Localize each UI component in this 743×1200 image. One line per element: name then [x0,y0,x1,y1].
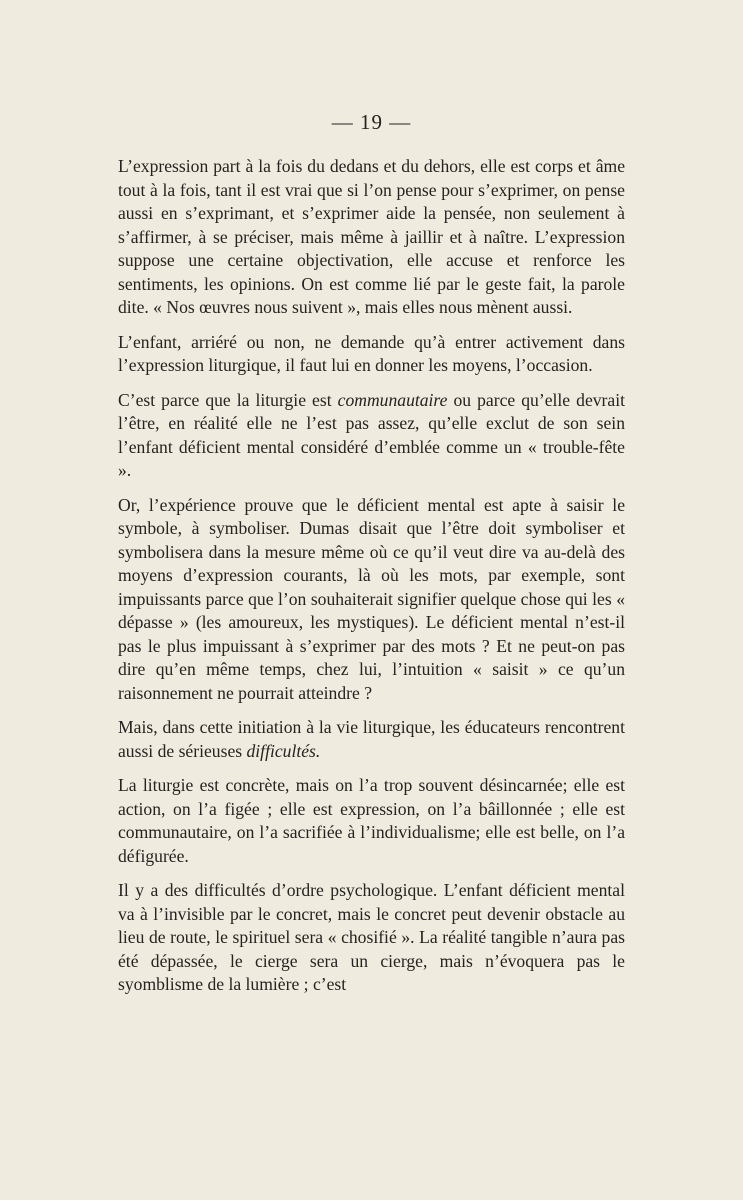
paragraph-6 [118,774,625,868]
paragraph-7 [118,879,625,997]
emphasis-text: communautaire [337,389,448,410]
paragraph-text: C’est parce que la liturgie est [118,389,338,410]
paragraph-text: L’enfant, arriéré ou non, ne demande qu’à entrer activement dans l’expression liturgique, il faut lui en donner les moyens, l’occasion. [118,331,625,375]
paragraph-5 [118,716,625,763]
emphasis-text: difficultés. [246,740,321,761]
paragraph-text: Il y a des difficultés d’ordre psychologique. L’enfant déficient mental va à l’invisible par le concret, mais le concret peut devenir obstacle au lieu de route, le spirituel sera « chosifié ». La réalité tangible n’aura pas été dépassée, le cierge sera un cierge, mais n’évoquera pas le syomblisme de la lumière ; c’est [118,880,625,994]
paragraph-text: L’expression part à la fois du dedans et du dehors, elle est corps et âme tout à la fois, tant il est vrai que si l’on pense pour s’exprimer, on pense aussi en s’exprimant, et s’exprimer aide la pensée, non seulement à s’affirmer, à se préciser, mais même à jaillir et à naître. L’expression suppose une certaine objectivation, elle accuse et renforce les sentiments, les opinions. On est comme lié par le geste fait, la parole dite. « Nos œuvres nous suivent », mais elles nous mènent aussi. [118,156,625,317]
paragraph-text: ou parce qu’elle devrait l’être, en réalité elle ne l’est pas assez, qu’elle exclut de son sein l’enfant déficient mental considéré d’emblée comme un « trouble-fête ». [118,389,625,480]
paragraph-4 [118,494,625,706]
paragraph-1 [118,155,625,320]
page-number: — 19 — [331,110,412,134]
paragraph-2 [118,331,625,378]
paragraph-text: La liturgie est concrète, mais on l’a trop souvent désincarnée; elle est action, on l’a figée ; elle est expression, on l’a bâillonnée ; elle est communautaire, on l’a sacrifiée à l’individualisme; elle est belle, on l’a défigurée. [118,775,625,866]
paragraph-3 [118,389,625,483]
body-text [118,155,625,1008]
paragraph-text: Mais, dans cette initiation à la vie liturgique, les éducateurs rencontrent aussi de sérieuses [118,717,625,761]
paragraph-text: Or, l’expérience prouve que le déficient mental est apte à saisir le symbole, à symboliser. Dumas disait que l’être doit symboliser et symbolisera dans la mesure même où ce qu’il veut dire va au-delà des moyens d’expression courants, là où les mots, par exemple, sont impuissants parce que l’on souhaiterait signifier quelque chose qui les « dépasse » (les amoureux, les mystiques). Le déficient mental n’est-il pas le plus impuissant à s’exprimer par des mots ? Et ne peut-on pas dire qu’en même temps, chez lui, l’intuition « saisit » ce qu’un raisonnement ne pourrait atteindre ? [118,494,625,703]
